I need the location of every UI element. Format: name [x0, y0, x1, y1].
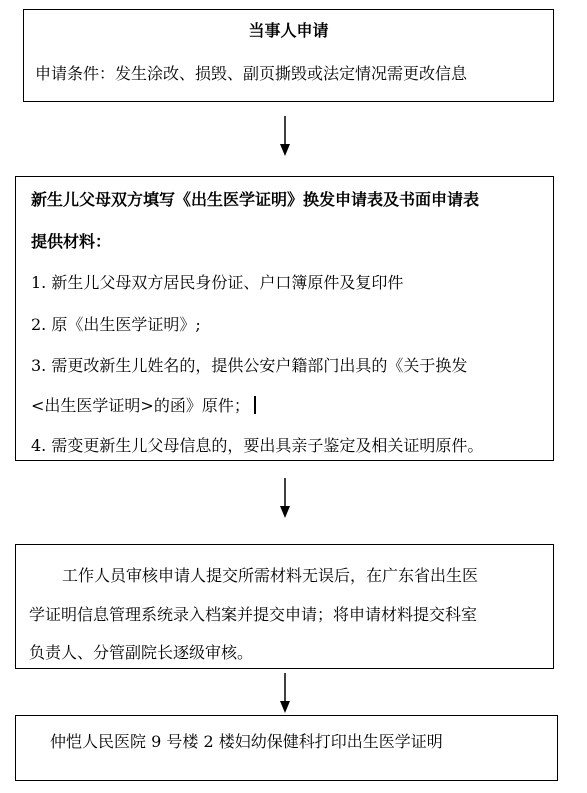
step2-item-1: 1. 新生儿父母双方居民身份证、户口簿原件及复印件 — [31, 273, 404, 292]
step4-text: 仲恺人民医院 9 号楼 2 楼妇幼保健科打印出生医学证明 — [50, 732, 443, 751]
text-cursor — [254, 396, 256, 414]
step3-line-2: 学证明信息管理系统录入档案并提交申请；将申请材料提交科室 — [29, 605, 478, 624]
step2-box — [15, 176, 554, 461]
arrow-down-1 — [279, 116, 291, 156]
step2-item-3-line-2: <出生医学证明>的函》原件； — [31, 396, 250, 415]
step3-line-3: 负责人、分管副院长逐级审核。 — [29, 643, 254, 662]
step1-box — [23, 9, 554, 102]
step2-item-3-line-1: 3. 需更改新生儿姓名的，提供公安户籍部门出具的《关于换发 — [31, 356, 468, 375]
arrow-down-3 — [279, 673, 291, 713]
step4-box — [15, 715, 558, 781]
arrow-down-2 — [279, 478, 291, 518]
step2-item-2: 2. 原《出生医学证明》; — [31, 315, 201, 334]
step1-title: 当事人申请 — [248, 21, 329, 40]
step2-title: 新生儿父母双方填写《出生医学证明》换发申请表及书面申请表 — [31, 190, 480, 209]
step3-box — [15, 544, 554, 669]
step2-item-4: 4. 需变更新生儿父母信息的，要出具亲子鉴定及相关证明原件。 — [31, 436, 484, 455]
step2-item-3-line-2-row — [31, 396, 256, 416]
step1-condition: 申请条件：发生涂改、损毁、副页撕毁或法定情况需更改信息 — [35, 64, 468, 83]
step2-materials-heading: 提供材料： — [31, 232, 112, 251]
step3-line-1: 工作人员审核申请人提交所需材料无误后，在广东省出生医 — [62, 566, 479, 585]
